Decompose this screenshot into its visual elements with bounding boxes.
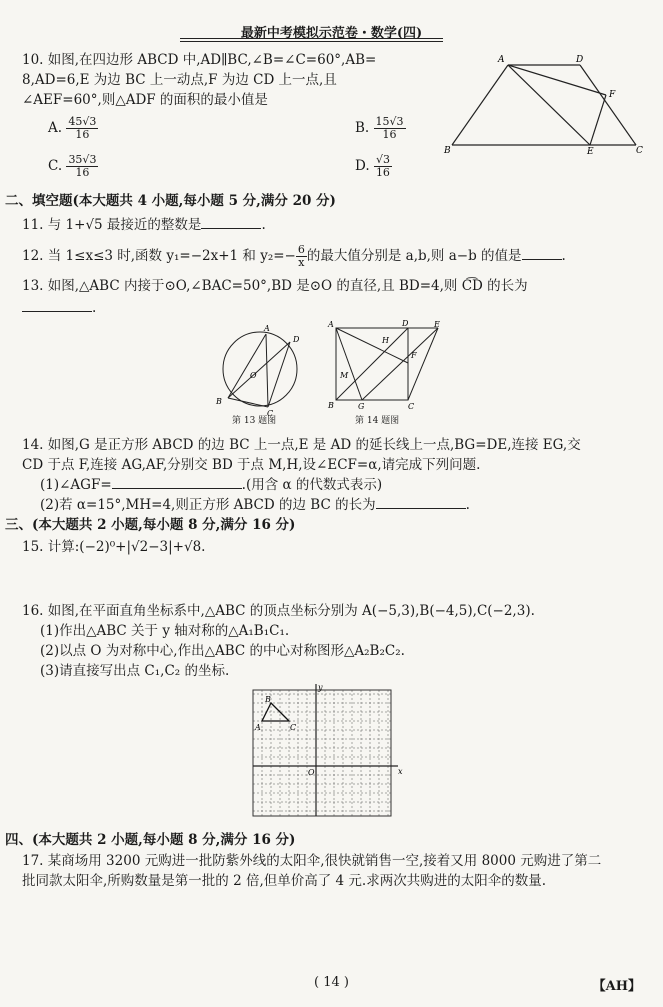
q17-line2: 批同款太阳伞,所购数量是第一批的 2 倍,但单价高了 4 元.求两次共购进的太阳伞的数量. [22, 873, 547, 889]
q16-line4: (3)请直接写出点 C₁,C₂ 的坐标. [40, 663, 230, 679]
q14-line1: 14. 如图,G 是正方形 ABCD 的边 BC 上一点,E 是 AD 的延长线上一点,BG=DE,连接 EG,交 [22, 437, 581, 453]
header-rule [180, 41, 443, 42]
answer-blank [201, 228, 261, 229]
q10-option-b: B. $\frac{15√3}{16}$ [355, 115, 404, 141]
label-B: B [444, 146, 451, 156]
q10-line1: 10. 如图,在四边形 ABCD 中,AD∥BC,∠B=∠C=60°,AB= [22, 52, 377, 68]
svg-text:G: G [358, 402, 365, 411]
q10-figure [440, 50, 650, 155]
svg-text:M: M [340, 371, 349, 380]
q11: 11. 与 1+√5 最接近的整数是 . [22, 217, 266, 233]
q16-line2: (1)作出△ABC 关于 y 轴对称的△A₁B₁C₁. [40, 623, 290, 639]
q10-option-d: D. $\frac{√3}{16}$ [355, 153, 390, 179]
svg-text:B: B [265, 695, 271, 704]
q16-line3: (2)以点 O 为对称中心,作出△ABC 的中心对称图形△A₂B₂C₂. [40, 643, 405, 659]
q12: 12. 当 1≤x≤3 时,函数 y₁=−2x+1 和 y₂=− $\frac{6}{x}$ 的最大值分别是 a,b,则 a−b 的值是 . [22, 243, 566, 269]
svg-text:D: D [293, 335, 300, 344]
q10-line3: ∠AEF=60°,则△ADF 的面积的最小值是 [22, 92, 268, 108]
edition-tag: 【AH】 [592, 979, 641, 994]
answer-blank [112, 488, 242, 489]
svg-text:A: A [255, 723, 261, 732]
svg-text:F: F [411, 351, 417, 360]
q17-line1: 17. 某商场用 3200 元购进一批防紫外线的太阳伞,很快就销售一空,接着又用 8000 元购进了第二 [22, 853, 602, 869]
svg-text:E: E [434, 320, 440, 329]
svg-text:A: A [264, 324, 270, 333]
q10-line2: 8,AD=6,E 为边 BC 上一动点,F 为边 CD 上一点,且 [22, 72, 337, 88]
q16-coordinate-grid [248, 682, 408, 822]
svg-text:O: O [250, 371, 257, 380]
page-header: 最新中考模拟示范卷・数学(四) [240, 26, 423, 41]
section4-title: 四、(本大题共 2 小题,每小题 8 分,满分 16 分) [5, 832, 296, 848]
q14-line2: CD 于点 F,连接 AG,AF,分别交 BD 于点 M,H,设∠ECF=α,请完成下列问题. [22, 457, 481, 473]
svg-text:D: D [402, 319, 409, 328]
figure-14 [322, 318, 447, 410]
svg-text:C: C [408, 402, 415, 411]
answer-blank [22, 311, 92, 312]
svg-text:A: A [328, 320, 334, 329]
figure-14-caption: 第 14 题图 [355, 416, 400, 426]
svg-text:C: C [267, 409, 274, 418]
q15: 15. 计算:(−2)⁰+|√2−3|+√8. [22, 539, 206, 555]
figure-13 [210, 322, 315, 418]
label-F: F [609, 90, 616, 100]
section2-title: 二、填空题(本大题共 4 小题,每小题 5 分,满分 20 分) [5, 193, 336, 209]
label-D: D [576, 55, 584, 65]
svg-text:y: y [318, 683, 323, 692]
q14-sub2: (2)若 α=15°,MH=4,则正方形 ABCD 的边 BC 的长为 . [40, 497, 470, 513]
q13: 13. 如图,△ABC 内接于⊙O,∠BAC=50°,BD 是⊙O 的直径,且 BD=4,则 C͡D 的长为 [22, 278, 528, 294]
svg-text:H: H [382, 336, 389, 345]
label-A: A [498, 55, 505, 65]
triangle-abc [262, 703, 289, 721]
svg-text:B: B [328, 401, 334, 410]
page-number: ( 14 ) [314, 975, 349, 990]
svg-text:B: B [216, 397, 222, 406]
q14-sub1: (1)∠AGF= .(用含 α 的代数式表示) [40, 477, 383, 493]
svg-text:x: x [398, 767, 403, 776]
section3-title: 三、(本大题共 2 小题,每小题 8 分,满分 16 分) [5, 517, 296, 533]
q10-option-a: A. $\frac{45√3}{16}$ [48, 115, 97, 141]
answer-blank [522, 259, 562, 260]
label-C: C [636, 146, 643, 156]
label-E: E [587, 147, 594, 157]
q16-line1: 16. 如图,在平面直角坐标系中,△ABC 的顶点坐标分别为 A(−5,3),B(−4,5),C(−2,3). [22, 603, 535, 619]
svg-text:C: C [290, 723, 297, 732]
q13-blank-line: . [22, 300, 653, 317]
figure-13-caption: 第 13 题图 [232, 416, 277, 426]
svg-text:O: O [308, 768, 315, 777]
header-rule [180, 38, 443, 39]
answer-blank [376, 508, 466, 509]
q10-option-c: C. $\frac{35√3}{16}$ [48, 153, 97, 179]
